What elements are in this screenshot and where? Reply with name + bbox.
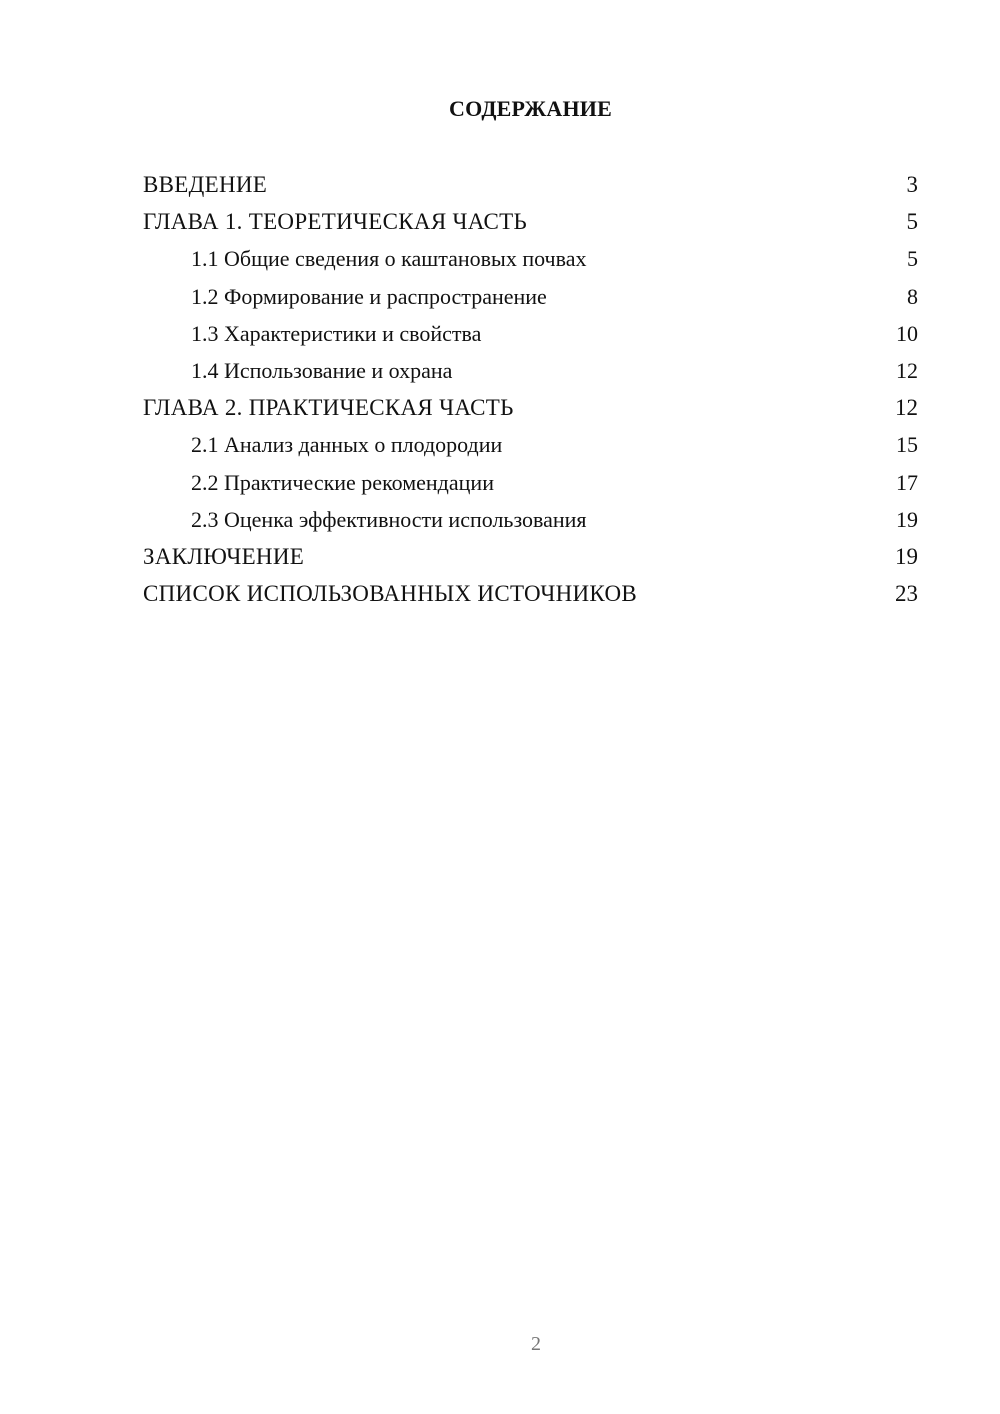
toc-subentry-label: 2.1 Анализ данных о плодородии <box>191 432 503 458</box>
toc-entry-page: 12 <box>895 395 918 421</box>
toc-subentry <box>143 501 918 538</box>
toc-entry-page: 3 <box>906 172 918 197</box>
toc-subentry-label: 2.2 Практические рекомендации <box>191 469 494 495</box>
toc-subentry-page: 10 <box>896 320 918 346</box>
toc-entry-page: 23 <box>895 581 918 607</box>
toc-subentry-label: 1.4 Использование и охрана <box>191 357 453 383</box>
toc-entry-label: ГЛАВА 1. ТЕОРЕТИЧЕСКАЯ ЧАСТЬ <box>143 209 528 235</box>
toc-subentry-page: 15 <box>896 432 918 458</box>
toc-subentry-label: 1.2 Формирование и распространение <box>191 283 547 309</box>
toc-entry-label: СПИСОК ИСПОЛЬЗОВАННЫХ ИСТОЧНИКОВ <box>143 581 638 607</box>
toc-subentry-label: 1.3 Характеристики и свойства <box>191 320 482 346</box>
toc-subentry <box>143 352 918 389</box>
toc-entry <box>143 538 918 575</box>
toc-entry <box>143 203 918 240</box>
toc-subentry <box>143 464 918 501</box>
toc-entry-page: 19 <box>895 543 918 569</box>
toc-subentry-page: 12 <box>896 357 918 383</box>
toc-entry-page: 5 <box>906 209 918 235</box>
toc-subentry <box>143 315 918 352</box>
toc-subentry <box>143 240 918 277</box>
page-number: 2 <box>531 1333 541 1355</box>
toc-subentry-label: 2.3 Оценка эффективности использования <box>191 506 587 532</box>
toc-subentry-page: 19 <box>896 506 918 532</box>
toc-entry-label: ВВЕДЕНИЕ <box>143 172 268 197</box>
toc-entry <box>143 166 918 203</box>
toc-subentry-label: 1.1 Общие сведения о каштановых почвах <box>191 246 587 272</box>
toc-entry <box>143 389 918 426</box>
toc-subentry-page: 5 <box>907 246 918 272</box>
toc-subentry-page: 17 <box>896 469 918 495</box>
toc-subentry-page: 8 <box>907 283 918 309</box>
toc-subentry <box>143 426 918 463</box>
toc-entry-label: ЗАКЛЮЧЕНИЕ <box>143 543 305 569</box>
toc-subentry <box>143 278 918 315</box>
toc-entry-label: ГЛАВА 2. ПРАКТИЧЕСКАЯ ЧАСТЬ <box>143 395 514 421</box>
table-of-contents <box>143 166 918 612</box>
page-title: СОДЕРЖАНИЕ <box>449 96 612 121</box>
toc-entry <box>143 575 918 612</box>
